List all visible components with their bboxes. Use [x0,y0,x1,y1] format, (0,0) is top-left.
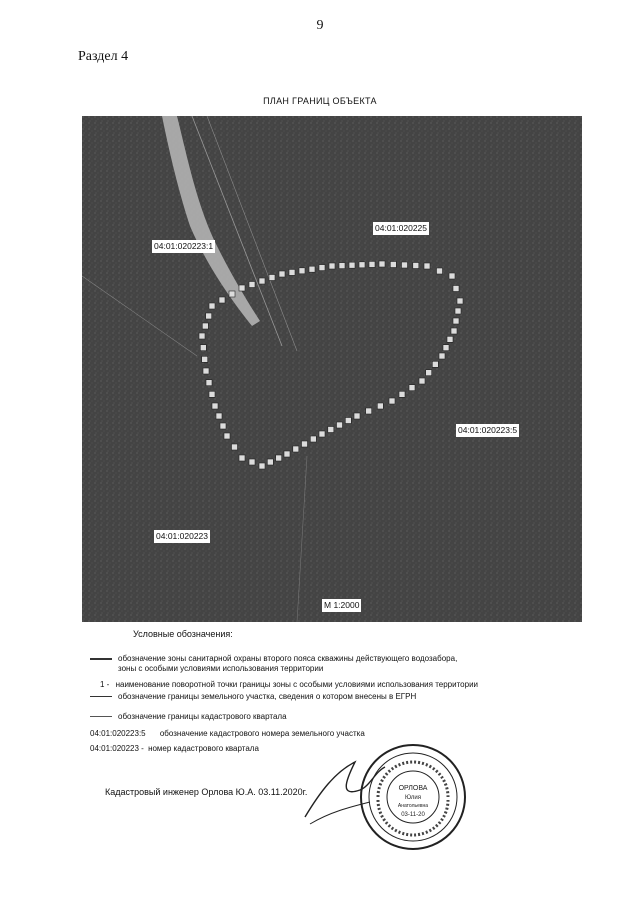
boundary-point [293,446,299,452]
boundary-point [289,269,295,275]
boundary-point [369,261,375,267]
boundary-point [200,345,206,351]
boundary-point [267,459,273,465]
legend-item-continuation: зоны с особыми условиями использования территории [118,664,324,673]
boundary-point [345,418,351,424]
boundary-point [419,378,425,384]
legend-title: Условные обозначения: [133,629,233,639]
boundary-point [439,353,445,359]
parcel-label: 04:01:020223:5 [458,425,518,435]
boundary-point [219,297,225,303]
quarter-line-symbol [90,716,112,717]
boundary-point [276,455,282,461]
legend-item: 1 - наименование поворотной точки границы зоны с особыми условиями использования территории [100,680,478,689]
boundary-point [366,408,372,414]
boundary-point [310,436,316,442]
section-heading: Раздел 4 [78,49,129,64]
plan-title: ПЛАН ГРАНИЦ ОБЪЕКТА [263,96,377,106]
boundary-point [328,427,334,433]
boundary-point [269,275,275,281]
boundary-point [413,263,419,269]
boundary-point [426,370,432,376]
parcel-line-symbol [90,696,112,697]
boundary-point [349,262,355,268]
boundary-point [284,451,290,457]
boundary-point [203,368,209,374]
boundary-point [239,455,245,461]
stamp-date: 03-11-20 [401,812,425,818]
quarter-label: 04:01:020225 [375,223,427,233]
boundary-point [319,265,325,271]
boundary-point [249,282,255,288]
boundary-point [212,403,218,409]
satellite-background [82,116,582,622]
boundary-point [379,261,385,267]
boundary-point [229,291,235,297]
boundary-point [279,271,285,277]
boundary-point [209,303,215,309]
legend-item: 04:01:020223 - номер кадастрового квартала [90,744,259,753]
boundary-point [202,323,208,329]
boundary-point [377,403,383,409]
boundary-point [432,361,438,367]
legend-item: обозначение границы кадастрового квартала [90,712,287,722]
boundary-point [309,266,315,272]
parcel-label: 04:01:020223:1 [154,241,214,251]
quarter-label: 04:01:020223 [156,531,208,541]
boundary-point [209,391,215,397]
boundary-point [449,273,455,279]
boundary-point [216,413,222,419]
boundary-point [206,313,212,319]
engineer-signature-line: Кадастровый инженер Орлова Ю.А. 03.11.2020г. [105,787,308,797]
boundary-point [455,308,461,314]
boundary-point [249,459,255,465]
boundary-point [337,422,343,428]
boundary-point [232,444,238,450]
boundary-point [299,268,305,274]
boundary-point [399,391,405,397]
boundary-point [453,318,459,324]
round-seal-stamp [358,742,468,852]
boundary-point [390,262,396,268]
boundary-point [302,441,308,447]
legend-item: 04:01:020223:5 обозначение кадастрового номера земельного участка [90,729,365,738]
legend-item: обозначение зоны санитарной охраны второго пояса скважины действующего водозабора, [90,654,457,664]
boundary-point [424,263,430,269]
boundary-point [319,431,325,437]
boundary-point [329,263,335,269]
zone-line-symbol [90,658,112,660]
boundary-point [409,385,415,391]
boundary-point [259,278,265,284]
boundary-point [206,380,212,386]
boundary-point [453,286,459,292]
boundary-point [224,433,230,439]
boundary-point [259,463,265,469]
boundary-point [437,268,443,274]
stamp-name: ОРЛОВА [398,785,428,792]
boundary-point [239,285,245,291]
boundary-point [402,262,408,268]
boundary-point [457,298,463,304]
boundary-point [202,356,208,362]
boundary-point [220,423,226,429]
boundary-point [389,398,395,404]
scale-label: М 1:2000 [324,600,360,610]
boundary-point [451,328,457,334]
map-canvas [82,116,582,622]
boundary-point [359,262,365,268]
boundary-point [199,333,205,339]
boundary-point [354,413,360,419]
boundary-point [447,336,453,342]
svg-text:Юлия: Юлия [405,795,421,801]
legend-item: обозначение границы земельного участка, сведения о котором внесены в ЕГРН [90,692,416,702]
page-number: 9 [316,18,324,33]
cadastral-map [82,116,582,622]
svg-text:Анатольевна: Анатольевна [397,803,429,809]
boundary-point [443,345,449,351]
boundary-point [339,263,345,269]
